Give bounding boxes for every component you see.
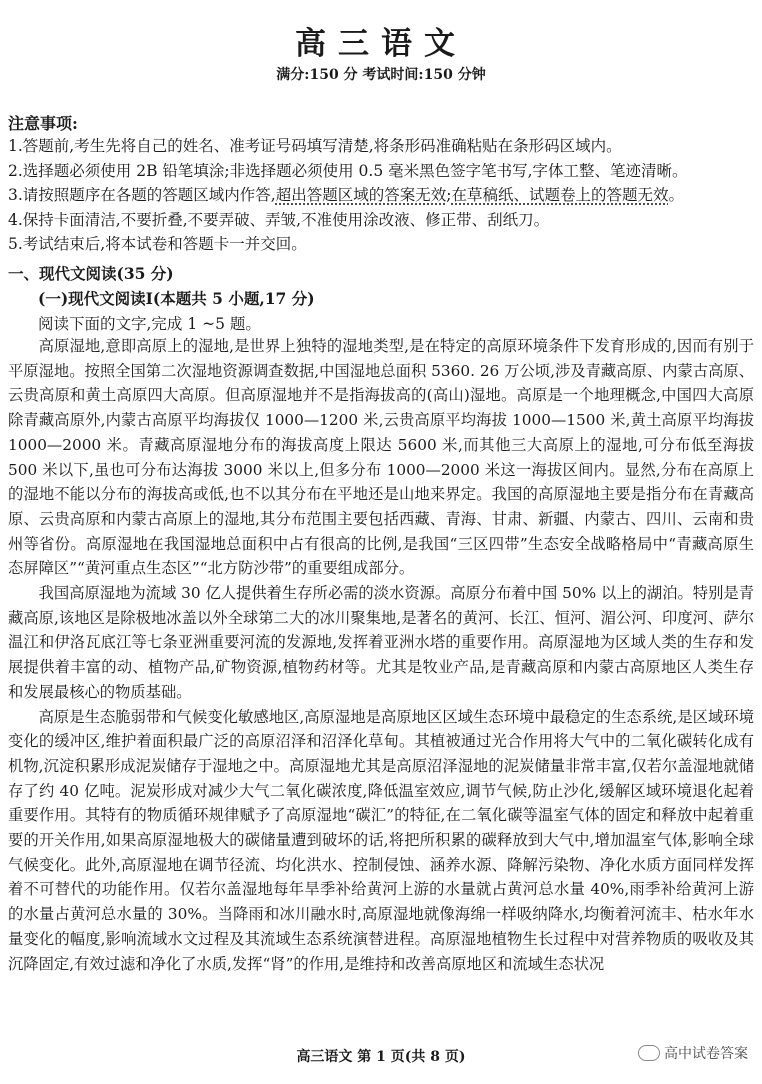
note-item: 1.答题前,考生先将自己的姓名、准考证号码填写清楚,将条形码准确粘贴在条形码区域内。 [8,137,622,155]
note-text: 3.请按照题序在各题的答题区域内作答, [8,186,276,204]
notes-heading: 注意事项: [8,114,78,133]
page-footer: 高三语文 第 1 页(共 8 页) [296,1049,466,1065]
subsection-title: (一)现代文阅读Ⅰ(本题共 5 小题,17 分) [38,289,315,308]
watermark-text: 高中试卷答案 [664,1046,748,1062]
passage-paragraph: 高原湿地,意即高原上的湿地,是世界上独特的湿地类型,是在特定的高原环境条件下发育形成的,因而有别于平原湿地。按照全国第二次湿地资源调查数据,中国湿地总面积 5360. 26 万公顷,涉及青藏高原、内蒙古高原、云贵高原和黄土高原四大高原。但高原湿地并不是指海拔高的(高山)湿地。高原是一个地理概念,中国四大高原除青藏高原外,内蒙古高原平均海拔仅 1000—1200 米,云贵高原平均海拔 1000—1500 米,黄土高原平均海拔 1000—2000 米。青藏高原湿地分布的海拔高度上限达 5600 米,而其他三大高原上的湿地,可分布低至海拔 500 米以下,虽也可分布达海拔 3000 米以上,但多分布 1000—2000 米这一海拔区间内。显然,分布在高原上的湿地不能以分布的海拔高或低,也不以其分布在平地还是山地来界定。我国的高原湿地主要是指分布在青藏高原、云贵高原和内蒙古高原上的湿地,其分布范围主要包括西藏、青海、甘肃、新疆、内蒙古、四川、云南和贵州等省份。高原湿地在我国湿地总面积中占有很高的比例,是我国“三区四带”生态安全战略格局中“青藏高原生态屏障区”“黄河重点生态区”“北方防沙带”的重要组成部分。 [8,337,754,578]
note-text: ; [446,186,452,204]
page-title: 高三语文 [295,26,467,62]
note-item: 5.考试结束后,将本试卷和答题卡一并交回。 [8,235,307,253]
note-text: 。 [668,186,684,204]
notes-list [8,134,756,257]
note-emphasis: 超出答题区域的答案无效 [275,186,447,204]
watermark [638,1043,748,1063]
reading-instruction: 阅读下面的文字,完成 1 ~5 题。 [38,315,261,333]
section-title: 一、现代文阅读(35 分) [8,264,174,283]
exam-meta: 满分:150 分 考试时间:150 分钟 [276,67,486,83]
note-item: 4.保持卡面清洁,不要折叠,不要弄破、弄皱,不准使用涂改液、修正带、刮纸刀。 [8,210,550,229]
note-emphasis: 在草稿纸、试题卷上的答题无效 [451,186,669,204]
note-item [8,183,756,208]
reading-passage [8,334,754,976]
passage-paragraph: 我国高原湿地为流域 30 亿人提供着生存所必需的淡水资源。高原分布着中国 50% 以上的湖泊。特别是青藏高原,该地区是除极地冰盖以外全球第二大的冰川聚集地,是著名的黄河、长江、恒河、湄公河、印度河、萨尔温江和伊洛瓦底江等七条亚洲重要河流的发源地,发挥着亚洲水塔的重要作用。高原湿地为区域人类的生存和发展提供着丰富的动、植物产品,矿物资源,植物药材等。尤其是牧业产品,是青藏高原和内蒙古高原地区人类生存和发展最核心的物质基础。 [8,584,754,701]
passage-paragraph: 高原是生态脆弱带和气候变化敏感地区,高原湿地是高原地区区域生态环境中最稳定的生态系统,是区域环境变化的缓冲区,维护着面积最广泛的高原沼泽和沼泽化草甸。其植被通过光合作用将大气中的二氧化碳转化成有机物,沉淀积累形成泥炭储存于湿地之中。高原湿地尤其是高原沼泽湿地的泥炭储量非常丰富,仅若尔盖湿地就储存了约 40 亿吨。泥炭形成对减少大气二氧化碳浓度,降低温室效应,调节气候,防止沙化,缓解区域环境退化起着重要作用。其特有的物质循环规律赋予了高原湿地“碳汇”的特征,在二氧化碳等温室气体的固定和释放中起着重要的开关作用,如果高原湿地极大的碳储量遭到破坏的话,将把所积累的碳释放到大气中,增加温室气体,影响全球气候变化。此外,高原湿地在调节径流、均化洪水、控制侵蚀、涵养水源、降解污染物、净化水质方面同样发挥着不可替代的功能作用。仅若尔盖湿地每年旱季补给黄河上游的水量就占黄河总水量 40%,雨季补给黄河上游的水量占黄河总水量的 30%。当降雨和冰川融水时,高原湿地就像海绵一样吸纳降水,均衡着河流丰、枯水年水量变化的幅度,影响流域水文过程及其流域生态系统演替进程。高原湿地植物生长过程中对营养物质的吸收及其沉降固定,有效过滤和净化了水质,发挥“肾”的作用,是维持和改善高原地区和流域生态状况 [8,707,754,973]
wechat-icon [638,1045,660,1061]
note-item: 2.选择题必须使用 2B 铅笔填涂;非选择题必须使用 0.5 毫米黑色签字笔书写,字体工整、笔迹清晰。 [8,161,688,180]
